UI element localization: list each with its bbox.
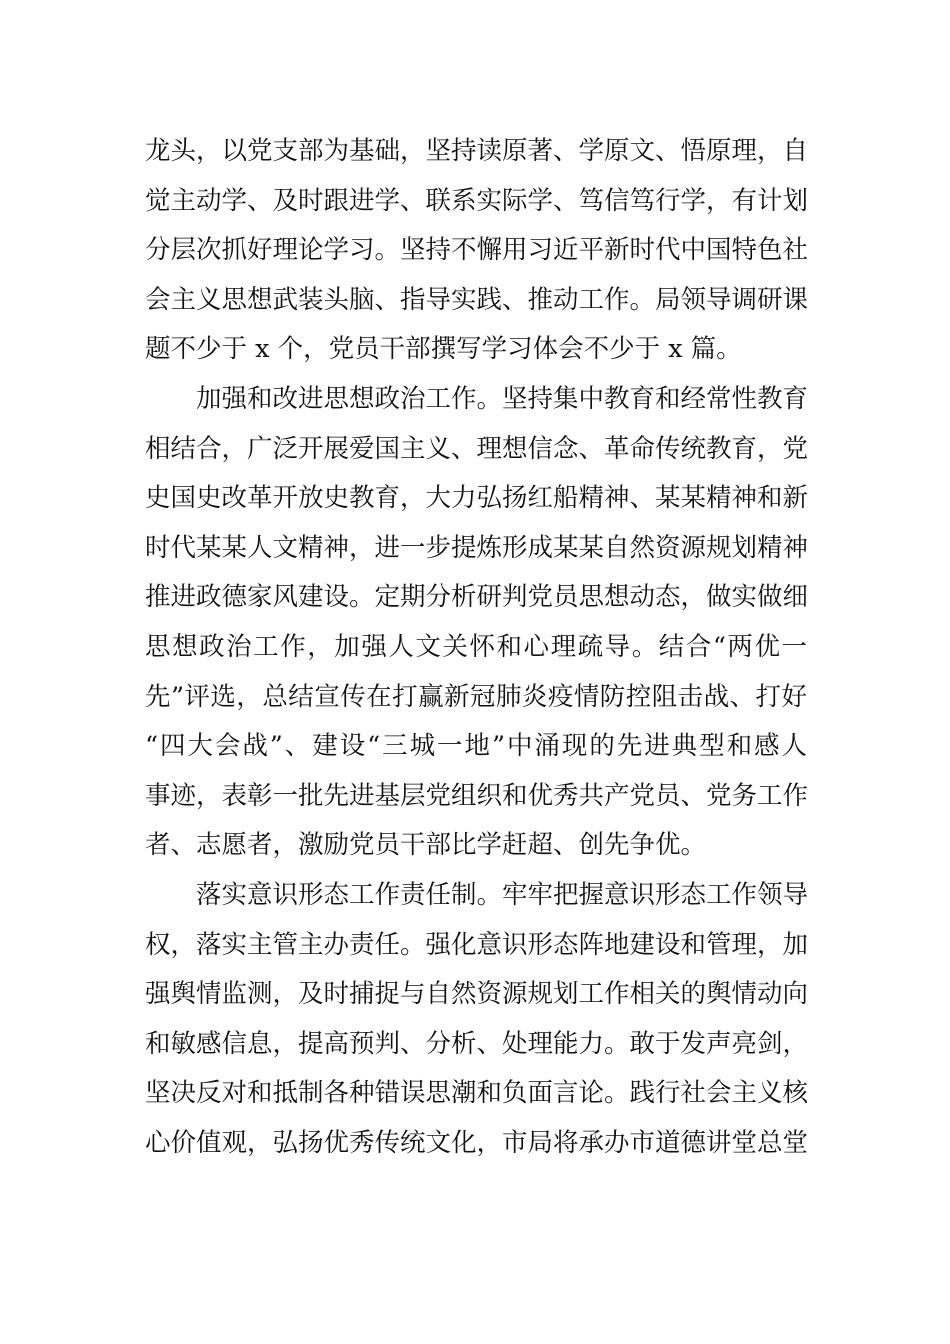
text-line: 者、志愿者，激励党员干部比学赶超、创先争优。: [145, 830, 707, 861]
text-line: 心价值观，弘扬优秀传统文化，市局将承办市道德讲堂总堂: [145, 1127, 809, 1158]
text-line: 分层次抓好理论学习。坚持不懈用习近平新时代中国特色社: [145, 235, 809, 266]
text-line: 时代某某人文精神，进一步提炼形成某某自然资源规划精神: [145, 532, 809, 563]
text-line: 史国史改革开放史教育，大力弘扬红船精神、某某精神和新: [145, 483, 809, 514]
text-line: 落实意识形态工作责任制。牢牢把握意识形态工作领导: [196, 880, 809, 910]
paragraph-ideology-responsibility: [145, 871, 807, 1169]
text-line: “四大会战”、建设“三城一地”中涌现的先进典型和感人: [145, 731, 807, 762]
text-line: 强舆情监测，及时捕捉与自然资源规划工作相关的舆情动向: [145, 979, 809, 1010]
text-line: 思想政治工作，加强人文关怀和心理疏导。结合“两优一: [145, 631, 807, 662]
text-line: 事迹，表彰一批先进基层党组织和优秀共产党员、党务工作: [145, 780, 809, 811]
text-line: 相结合，广泛开展爱国主义、理想信念、革命传统教育，党: [145, 433, 809, 464]
paragraph-theory-study: [145, 127, 807, 375]
text-line: 会主义思想武装头脑、指导实践、推动工作。局领导调研课: [145, 284, 809, 315]
text-line: 推进政德家风建设。定期分析研判党员思想动态，做实做细: [145, 582, 809, 613]
text-line: 坚决反对和抵制各种错误思潮和负面言论。践行社会主义核: [145, 1078, 809, 1109]
text-line: 加强和改进思想政治工作。坚持集中教育和经常性教育: [196, 384, 809, 414]
text-line: 龙头，以党支部为基础，坚持读原著、学原文、悟原理，自: [145, 136, 809, 166]
text-line: 先”评选，总结宣传在打赢新冠肺炎疫情防控阻击战、打好: [145, 681, 807, 712]
text-line: 权，落实主管主办责任。强化意识形态阵地建设和管理，加: [145, 929, 809, 960]
text-line: 题不少于 x 个，党员干部撰写学习体会不少于 x 篇。: [145, 334, 742, 365]
text-line: 觉主动学、及时跟进学、联系实际学、笃信笃行学，有计划: [145, 185, 809, 216]
text-line: 和敏感信息，提高预判、分析、处理能力。敢于发声亮剑，: [145, 1028, 809, 1059]
paragraph-ideological-work: [145, 375, 807, 871]
